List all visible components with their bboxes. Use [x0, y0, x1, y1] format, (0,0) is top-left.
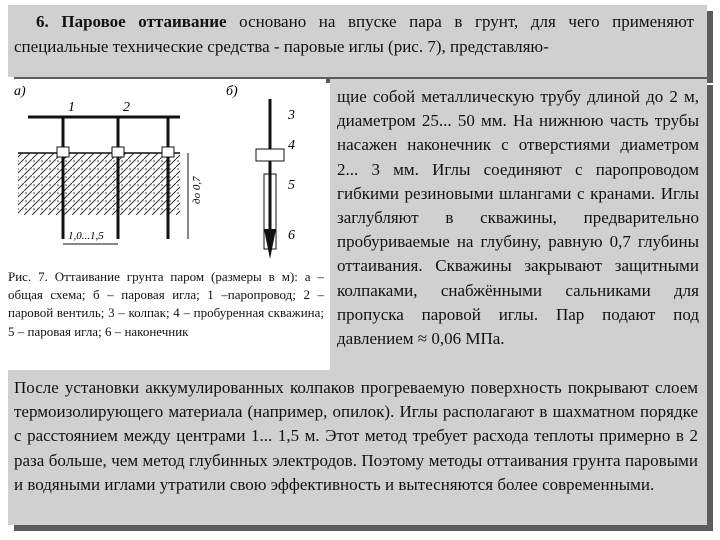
figure-label-5: 5 — [288, 178, 295, 193]
figure-label-2: 2 — [123, 100, 130, 115]
figure-label-6: 6 — [288, 228, 295, 243]
top-paragraph — [14, 10, 694, 59]
steam-thawing-figure — [8, 79, 326, 267]
cap-detail — [256, 149, 284, 161]
top-paragraph-text: основано на впуске пара в грунт, для чего применяют специальные технические средства - паровые иглы (рис. 7), представляю- — [14, 12, 694, 56]
spacing-dimension: 1,0...1,5 — [68, 230, 104, 242]
ground-layer — [18, 153, 180, 215]
figure-label-a: а) — [14, 84, 26, 99]
needle-detail — [256, 99, 284, 259]
bottom-paragraph: После установки аккумулированных колпаков прогреваемую поверхность покрывают слоем термоизолирующего материала (например, опилок). Иглы располагают в шахматном порядке с расстоянием между центрами 1... 1,5 м. Этот метод требует расхода теплоты примерно в 2 раза больше, чем метод глубинных электродов. Поэтому методы оттаивания грунта паровыми и водяными иглами утратили свою эффективность и вытесняются более современными. — [14, 378, 698, 494]
cap — [112, 147, 124, 157]
figure-caption: Рис. 7. Оттаивание грунта паром (размеры в м): а – общая схема; б – паровая игла; 1 –паропровод; 2 – паровой вентиль; 3 – колпак; 4 – пробуренная скважина; 5 – паровая игла; 6 – наконечник — [8, 269, 324, 339]
figure-drawing — [8, 79, 326, 267]
tip — [264, 229, 276, 259]
section-heading: 6. Паровое оттаивание — [36, 12, 227, 31]
figure-label-3: 3 — [288, 108, 295, 123]
figure-label-1: 1 — [68, 100, 75, 115]
figure-label-4: 4 — [288, 138, 295, 153]
cap — [57, 147, 69, 157]
figure-label-b: б) — [226, 84, 238, 99]
depth-dimension: до 0,7 — [191, 176, 203, 204]
right-paragraph: щие собой металлическую трубу длиной до 2 м, диаметром 25... 50 мм. На нижнюю часть трубы насажен наконечник с отверстиями диаметром 2... 3 мм. Иглы соединяют с паропроводом гибкими резиновыми шлангами с кранами. Иглы заглубляют в скважины, предварительно пробуриваемые на глубину, равную 0,7 глубины оттаивания. Скважины закрывают защитными колпаками, снабжёнными сальниками для пропуска паровой иглы. Пар подают под давлением ≈ 0,06 МПа. — [337, 87, 699, 349]
cap — [162, 147, 174, 157]
